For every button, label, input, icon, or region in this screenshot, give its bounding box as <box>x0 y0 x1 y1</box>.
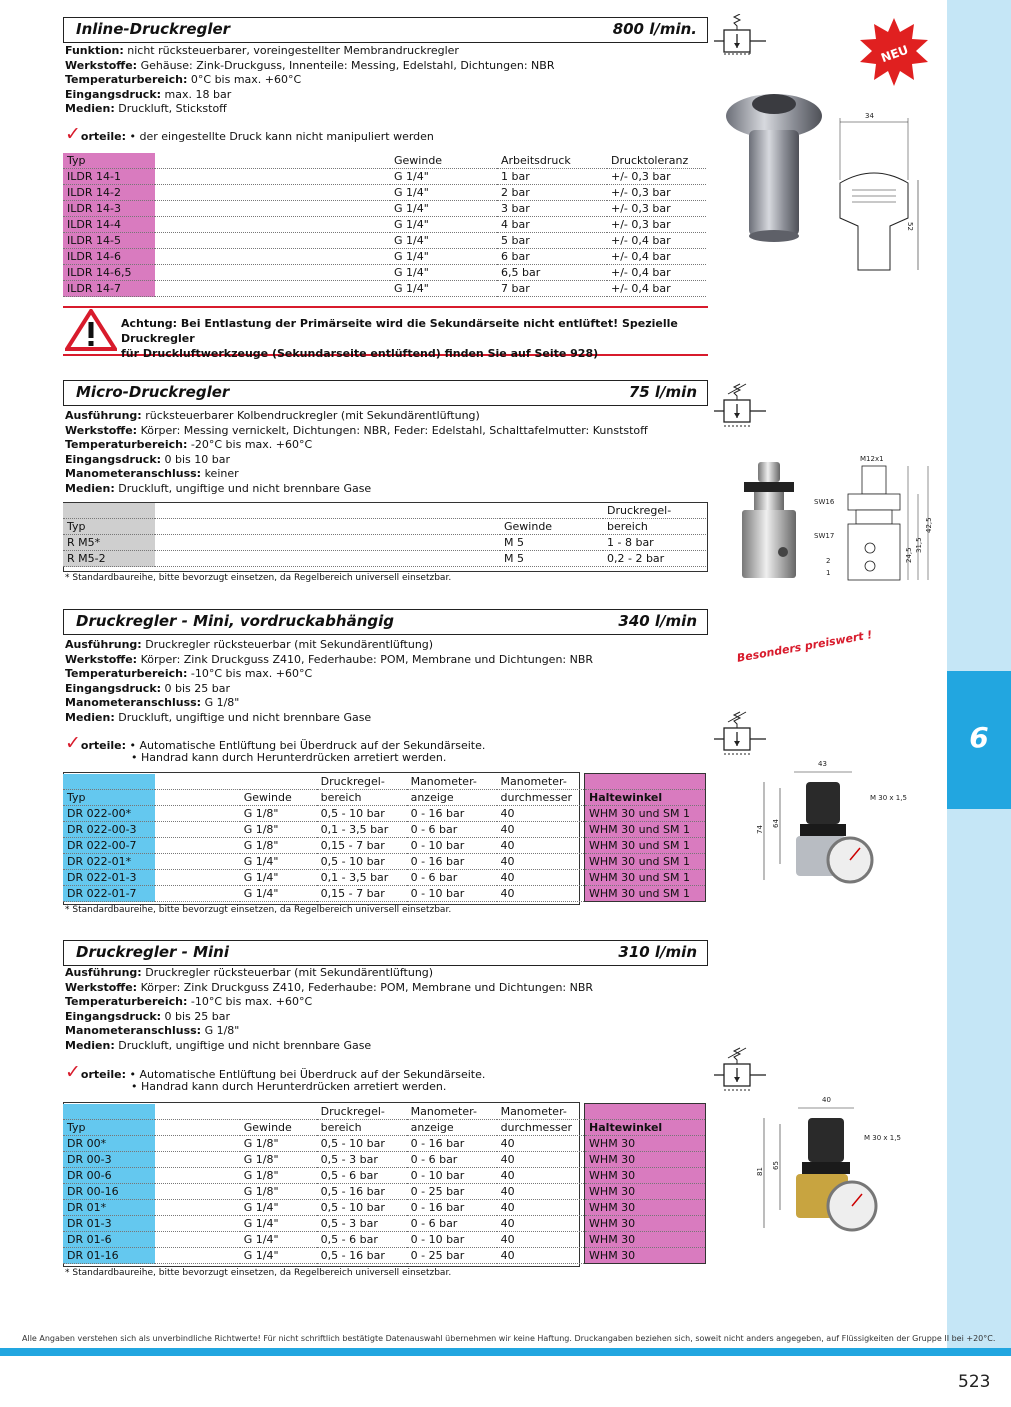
spec-line: Temperaturbereich: 0°C bis max. +60°C <box>65 73 302 86</box>
spec-line: Werkstoffe: Gehäuse: Zink-Druckguss, Innenteile: Messing, Edelstahl, Dichtungen: NBR <box>65 58 555 72</box>
table-row[interactable]: R M5* M 5 1 - 8 bar <box>63 535 706 551</box>
dim-label: 34 <box>865 112 874 120</box>
dim-label: 2 <box>826 557 831 565</box>
warning-banner <box>63 306 708 360</box>
header-bereich: bereich <box>317 790 407 806</box>
spec-line: Temperaturbereich: -10°C bis max. +60°C <box>65 667 313 680</box>
dim-label: M 30 x 1,5 <box>870 794 907 802</box>
table-row[interactable]: ILDR 14-3 G 1/4" 3 bar +/- 0,3 bar <box>63 201 706 217</box>
table-row[interactable]: ILDR 14-7 G 1/4" 7 bar +/- 0,4 bar <box>63 281 706 297</box>
header-gewinde: Gewinde <box>240 1120 317 1136</box>
header-bereich: bereich <box>317 1120 407 1136</box>
header-top-anzeige: Manometer- <box>407 1104 497 1120</box>
spec-line: Eingangsdruck: 0 bis 25 bar <box>65 1009 231 1023</box>
table-row[interactable]: DR 01* G 1/4" 0,5 - 10 bar 0 - 16 bar 40 WHM 30 <box>63 1200 706 1216</box>
standard-footnote: * Standardbaureihe, bitte bevorzugt einsetzen, da Regelbereich universell einsetzbar. <box>65 573 452 583</box>
table-row[interactable]: ILDR 14-6 G 1/4" 6 bar +/- 0,4 bar <box>63 249 706 265</box>
table-row[interactable]: DR 00-6 G 1/8" 0,5 - 6 bar 0 - 10 bar 40 WHM 30 <box>63 1168 706 1184</box>
header-typ: Typ <box>63 519 155 535</box>
table-header-row <box>63 153 706 169</box>
dim-label: M 30 x 1,5 <box>864 1134 901 1142</box>
header-gewinde: Gewinde <box>500 519 603 535</box>
svg-text:NEU: NEU <box>879 42 911 66</box>
spec-line: Werkstoffe: Körper: Zink Druckguss Z410, Federhaube: POM, Membrane und Dichtungen: NBR <box>65 980 594 994</box>
dim-label: 43 <box>818 760 827 768</box>
spec-line: Ausführung: Druckregler rücksteuerbar (mit Sekundärentlüftung) <box>65 966 434 979</box>
spec-line: Temperaturbereich: -10°C bis max. +60°C <box>65 995 313 1008</box>
warning-triangle-icon <box>65 309 117 351</box>
spec-line: Medien: Druckluft, ungiftige und nicht brennbare Gase <box>65 481 372 495</box>
table-row[interactable]: DR 01-16 G 1/4" 0,5 - 16 bar 0 - 25 bar 40 WHM 30 <box>63 1248 706 1264</box>
page-number: 523 <box>958 1372 991 1392</box>
chapter-tab[interactable] <box>947 671 1011 809</box>
spec-line: Werkstoffe: Körper: Zink Druckguss Z410, Federhaube: POM, Membrane und Dichtungen: NBR <box>65 652 594 666</box>
vorteile-line: ✓orteile: • der eingestellte Druck kann nicht manipuliert werden <box>65 123 434 145</box>
table-header-row <box>63 1104 706 1120</box>
table-row[interactable]: ILDR 14-2 G 1/4" 2 bar +/- 0,3 bar <box>63 185 706 201</box>
spec-line: Manometeranschluss: keiner <box>65 467 239 480</box>
header-top-anzeige: Manometer- <box>407 774 497 790</box>
vorteile-line: ✓orteile: • Automatische Entlüftung bei Überdruck auf der Sekundärseite. <box>65 732 486 754</box>
table-row[interactable]: ILDR 14-1 G 1/4" 1 bar +/- 0,3 bar <box>63 169 706 185</box>
vorteile-line: • Handrad kann durch Herunterdrücken arretiert werden. <box>131 1080 447 1093</box>
table-row[interactable]: ILDR 14-4 G 1/4" 4 bar +/- 0,3 bar <box>63 217 706 233</box>
table-row[interactable]: DR 022-00-7 G 1/8" 0,15 - 7 bar 0 - 10 bar 40 WHM 30 und SM 1 <box>63 838 706 854</box>
spec-line: Medien: Druckluft, ungiftige und nicht brennbare Gase <box>65 710 372 724</box>
neu-star-badge <box>858 18 930 86</box>
product-table <box>63 153 706 297</box>
spec-line: Medien: Druckluft, ungiftige und nicht brennbare Gase <box>65 1038 372 1052</box>
dim-label: 42,5 <box>925 517 933 533</box>
header-durchmesser: durchmesser <box>497 1120 585 1136</box>
vorteile-line: • Handrad kann durch Herunterdrücken arretiert werden. <box>131 751 447 764</box>
spec-list <box>65 966 593 1053</box>
dim-label: 1 <box>826 569 831 577</box>
checkmark-icon: ✓ <box>65 1061 81 1083</box>
section-title: Inline-Druckregler <box>76 20 231 38</box>
dim-label: 74 <box>756 825 764 834</box>
header-arbeitsdruck: Arbeitsdruck <box>497 153 607 169</box>
spec-line: Werkstoffe: Körper: Messing vernickelt, Dichtungen: NBR, Feder: Edelstahl, Schalttafelmutter: Kunststoff <box>65 423 648 437</box>
table-header-row <box>63 1120 706 1136</box>
dim-label: 24,5 <box>905 547 913 563</box>
header-typ: Typ <box>63 153 155 169</box>
section-title: Micro-Druckregler <box>76 383 230 401</box>
standard-footnote: * Standardbaureihe, bitte bevorzugt einsetzen, da Regelbereich universell einsetzbar. <box>65 1268 452 1278</box>
header-top-durchmesser: Manometer- <box>497 774 585 790</box>
section-inline-druckregler <box>63 17 708 297</box>
spec-line: Ausführung: Druckregler rücksteuerbar (mit Sekundärentlüftung) <box>65 638 434 651</box>
header-bereich: bereich <box>603 519 706 535</box>
header-bereich-top: Druckregel- <box>603 503 706 519</box>
header-gewinde: Gewinde <box>240 790 317 806</box>
spec-line: Eingangsdruck: 0 bis 25 bar <box>65 681 231 695</box>
spec-list <box>65 638 593 725</box>
header-haltewinkel: Haltewinkel <box>585 1120 706 1136</box>
spec-list <box>65 44 554 117</box>
besonders-preiswert-stamp: Besonders preiswert ! <box>735 628 874 665</box>
vorteile-line: ✓orteile: • Automatische Entlüftung bei Überdruck auf der Sekundärseite. <box>65 1061 486 1083</box>
header-anzeige: anzeige <box>407 1120 497 1136</box>
table-row[interactable]: DR 022-00-3 G 1/8" 0,1 - 3,5 bar 0 - 6 bar 40 WHM 30 und SM 1 <box>63 822 706 838</box>
checkmark-icon: ✓ <box>65 732 81 754</box>
checkmark-icon: ✓ <box>65 123 81 145</box>
spec-line: Medien: Druckluft, Stickstoff <box>65 102 227 115</box>
flow-rate: 340 l/min <box>618 612 697 630</box>
dim-label: M12x1 <box>860 455 884 463</box>
section-title-bar <box>63 609 708 635</box>
table-row[interactable]: DR 01-6 G 1/4" 0,5 - 6 bar 0 - 10 bar 40 WHM 30 <box>63 1232 706 1248</box>
standard-footnote: * Standardbaureihe, bitte bevorzugt einsetzen, da Regelbereich universell einsetzbar. <box>65 905 452 915</box>
header-drucktoleranz: Drucktoleranz <box>607 153 706 169</box>
header-haltewinkel: Haltewinkel <box>584 790 705 806</box>
pressure-regulator-symbol-icon <box>712 382 770 434</box>
table-row[interactable]: ILDR 14-5 G 1/4" 5 bar +/- 0,4 bar <box>63 233 706 249</box>
dim-label: 40 <box>822 1096 831 1104</box>
flow-rate: 800 l/min. <box>612 20 697 38</box>
spec-line: Funktion: nicht rücksteuerbarer, voreingestellter Membrandruckregler <box>65 44 459 57</box>
spec-line: Ausführung: rücksteuerbarer Kolbendruckregler (mit Sekundärentlüftung) <box>65 409 480 422</box>
section-title: Druckregler - Mini, vordruckabhängig <box>76 612 395 630</box>
header-top-bereich: Druckregel- <box>317 1104 407 1120</box>
chapter-number: 6 <box>969 721 989 754</box>
table-row[interactable]: DR 022-01-7 G 1/4" 0,15 - 7 bar 0 - 10 bar 40 WHM 30 und SM 1 <box>63 886 706 902</box>
table-row[interactable]: DR 00-16 G 1/8" 0,5 - 16 bar 0 - 25 bar 40 WHM 30 <box>63 1184 706 1200</box>
pressure-regulator-symbol-icon <box>712 14 770 62</box>
table-row[interactable]: DR 022-01* G 1/4" 0,5 - 10 bar 0 - 16 bar 40 WHM 30 und SM 1 <box>63 854 706 870</box>
table-row[interactable]: ILDR 14-6,5 G 1/4" 6,5 bar +/- 0,4 bar <box>63 265 706 281</box>
header-durchmesser: durchmesser <box>497 790 585 806</box>
spec-line: Temperaturbereich: -20°C bis max. +60°C <box>65 438 313 451</box>
header-gewinde: Gewinde <box>390 153 497 169</box>
page-disclaimer: Alle Angaben verstehen sich als unverbindliche Richtwerte! Für nicht schriftlich bestätigte Datenauswahl übernehmen wir keine Haftung. Druckangaben beziehen sich, soweit nicht anders angegeben, auf Flüssigkeiten der Gruppe II bei +20°C. <box>22 1334 996 1343</box>
dim-label: 31,5 <box>915 537 923 553</box>
product-table <box>63 773 706 902</box>
spec-line: Manometeranschluss: G 1/8" <box>65 1024 240 1037</box>
dimension-drawing-inline <box>832 108 932 278</box>
spec-list <box>65 409 648 496</box>
table-header-row <box>63 790 706 806</box>
section-druckregler-mini <box>63 940 708 1285</box>
product-photo-micro <box>734 458 804 582</box>
table-header-row <box>63 519 706 535</box>
header-top-durchmesser: Manometer- <box>497 1104 585 1120</box>
table-row[interactable]: DR 01-3 G 1/4" 0,5 - 3 bar 0 - 6 bar 40 WHM 30 <box>63 1216 706 1232</box>
dim-label: SW16 <box>814 498 835 506</box>
header-typ: Typ <box>63 1120 155 1136</box>
section-title: Druckregler - Mini <box>76 943 229 961</box>
dim-label: SW17 <box>814 532 835 540</box>
warning-text: Achtung: Bei Entlastung der Primärseite wird die Sekundärseite nicht entlüftet! Spezielle Druckregler für Druckluftwerkzeuge (Sekundarseite entlüftend) finden Sie auf Seite 928) <box>121 317 678 360</box>
table-row[interactable]: DR 022-00* G 1/8" 0,5 - 10 bar 0 - 16 bar 40 WHM 30 und SM 1 <box>63 806 706 822</box>
dim-label: 64 <box>772 819 780 828</box>
table-row[interactable]: R M5-2 M 5 0,2 - 2 bar <box>63 551 706 567</box>
table-row[interactable]: DR 00-3 G 1/8" 0,5 - 3 bar 0 - 6 bar 40 WHM 30 <box>63 1152 706 1168</box>
section-title-bar <box>63 17 708 43</box>
dim-label: 65 <box>772 1161 780 1170</box>
spec-line: Eingangsdruck: max. 18 bar <box>65 87 232 101</box>
product-photo-mini-vordruck <box>752 752 942 892</box>
header-typ: Typ <box>63 790 155 806</box>
dimension-drawing-micro <box>812 452 940 592</box>
spec-line: Manometeranschluss: G 1/8" <box>65 696 240 709</box>
bottom-rule <box>0 1348 1011 1356</box>
dim-label: 52 <box>906 222 914 231</box>
header-top-bereich: Druckregel- <box>317 774 407 790</box>
section-title-bar <box>63 940 708 966</box>
section-micro-druckregler <box>63 380 708 590</box>
flow-rate: 310 l/min <box>618 943 697 961</box>
table-row[interactable]: DR 00* G 1/8" 0,5 - 10 bar 0 - 16 bar 40 WHM 30 <box>63 1136 706 1152</box>
product-table <box>63 503 706 567</box>
product-photo-inline <box>722 86 826 246</box>
product-photo-mini <box>752 1090 942 1240</box>
table-header-row <box>63 774 706 790</box>
dim-label: 81 <box>756 1167 764 1176</box>
section-druckregler-mini-vordruck <box>63 609 708 919</box>
flow-rate: 75 l/min <box>628 383 697 401</box>
product-table <box>63 1103 706 1264</box>
section-title-bar <box>63 380 708 406</box>
table-row[interactable]: DR 022-01-3 G 1/4" 0,1 - 3,5 bar 0 - 6 bar 40 WHM 30 und SM 1 <box>63 870 706 886</box>
header-anzeige: anzeige <box>407 790 497 806</box>
table-header-row <box>63 503 706 519</box>
spec-line: Eingangsdruck: 0 bis 10 bar <box>65 452 231 466</box>
